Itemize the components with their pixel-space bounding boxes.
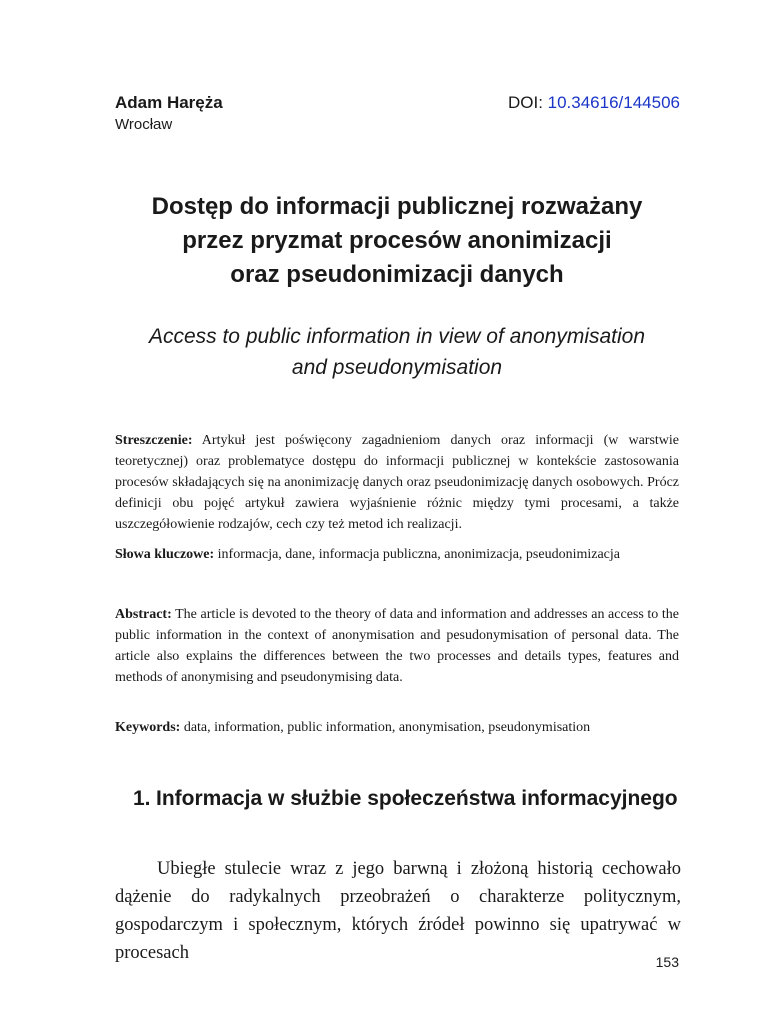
title-line: przez pryzmat procesów anonimizacji bbox=[182, 227, 612, 254]
page-number: 153 bbox=[655, 954, 679, 970]
article-title bbox=[100, 190, 694, 292]
article-title-english bbox=[100, 321, 694, 383]
section-number: 1. bbox=[133, 787, 151, 810]
slowa-kluczowe-paragraph bbox=[115, 544, 679, 565]
body-paragraph: Ubiegłe stulecie wraz z jego barwną i złożoną historią cechowało dążenie do radykalnych przeobrażeń o charakterze politycznym, gospodarczym i społecznym, których źródeł powinno się upatrywać w procesach bbox=[115, 859, 681, 963]
doi bbox=[508, 93, 680, 113]
slowa-kluczowe-label: Słowa kluczowe: bbox=[115, 547, 215, 562]
abstract-label: Abstract: bbox=[115, 607, 172, 622]
keywords-label: Keywords: bbox=[115, 720, 181, 735]
title-line: Dostęp do informacji publicznej rozważany bbox=[151, 193, 643, 220]
keywords-text: data, information, public information, anonymisation, pseudonymisation bbox=[180, 720, 591, 735]
abstract-text: The article is devoted to the theory of data and information and addresses an access to the public information in the context of anonymisation and pesudonymisation of personal data. The article also explains the differences between the two processes and details types, features and methods of anonymising and pseudonymising data. bbox=[115, 607, 679, 685]
subtitle-line: Access to public information in view of anonymisation bbox=[148, 325, 646, 348]
slowa-kluczowe-text: informacja, dane, informacja publiczna, anonimizacja, pseudonimizacja bbox=[214, 547, 620, 562]
doi-label: DOI: bbox=[507, 93, 548, 112]
streszczenie-paragraph bbox=[115, 430, 679, 535]
section-title: Informacja w służbie społeczeństwa informacyjnego bbox=[156, 787, 678, 810]
author-affiliation: Wrocław bbox=[115, 116, 173, 133]
keywords-paragraph bbox=[115, 717, 679, 738]
abstract-paragraph bbox=[115, 604, 679, 688]
title-line: oraz pseudonimizacji danych bbox=[230, 261, 564, 288]
doi-link[interactable]: 10.34616/144506 bbox=[547, 93, 680, 112]
subtitle-line: and pseudonymisation bbox=[291, 356, 503, 379]
streszczenie-text: Artykuł jest poświęcony zagadnieniom danych oraz informacji (w warstwie teoretycznej) oraz problematyce dostępu do informacji publicznej w kontekście zastosowania procesów składających się na anonimizację danych oraz pseudonimizację danych osobowych. Prócz definicji obu pojęć artykuł zawiera wyjaśnienie różnic między tymi procesami, a także uszczegółowienie rodzajów, cech czy też metod ich realizacji. bbox=[115, 433, 679, 532]
author-name: Adam Haręża bbox=[115, 93, 223, 112]
streszczenie-label: Streszczenie: bbox=[115, 433, 193, 448]
